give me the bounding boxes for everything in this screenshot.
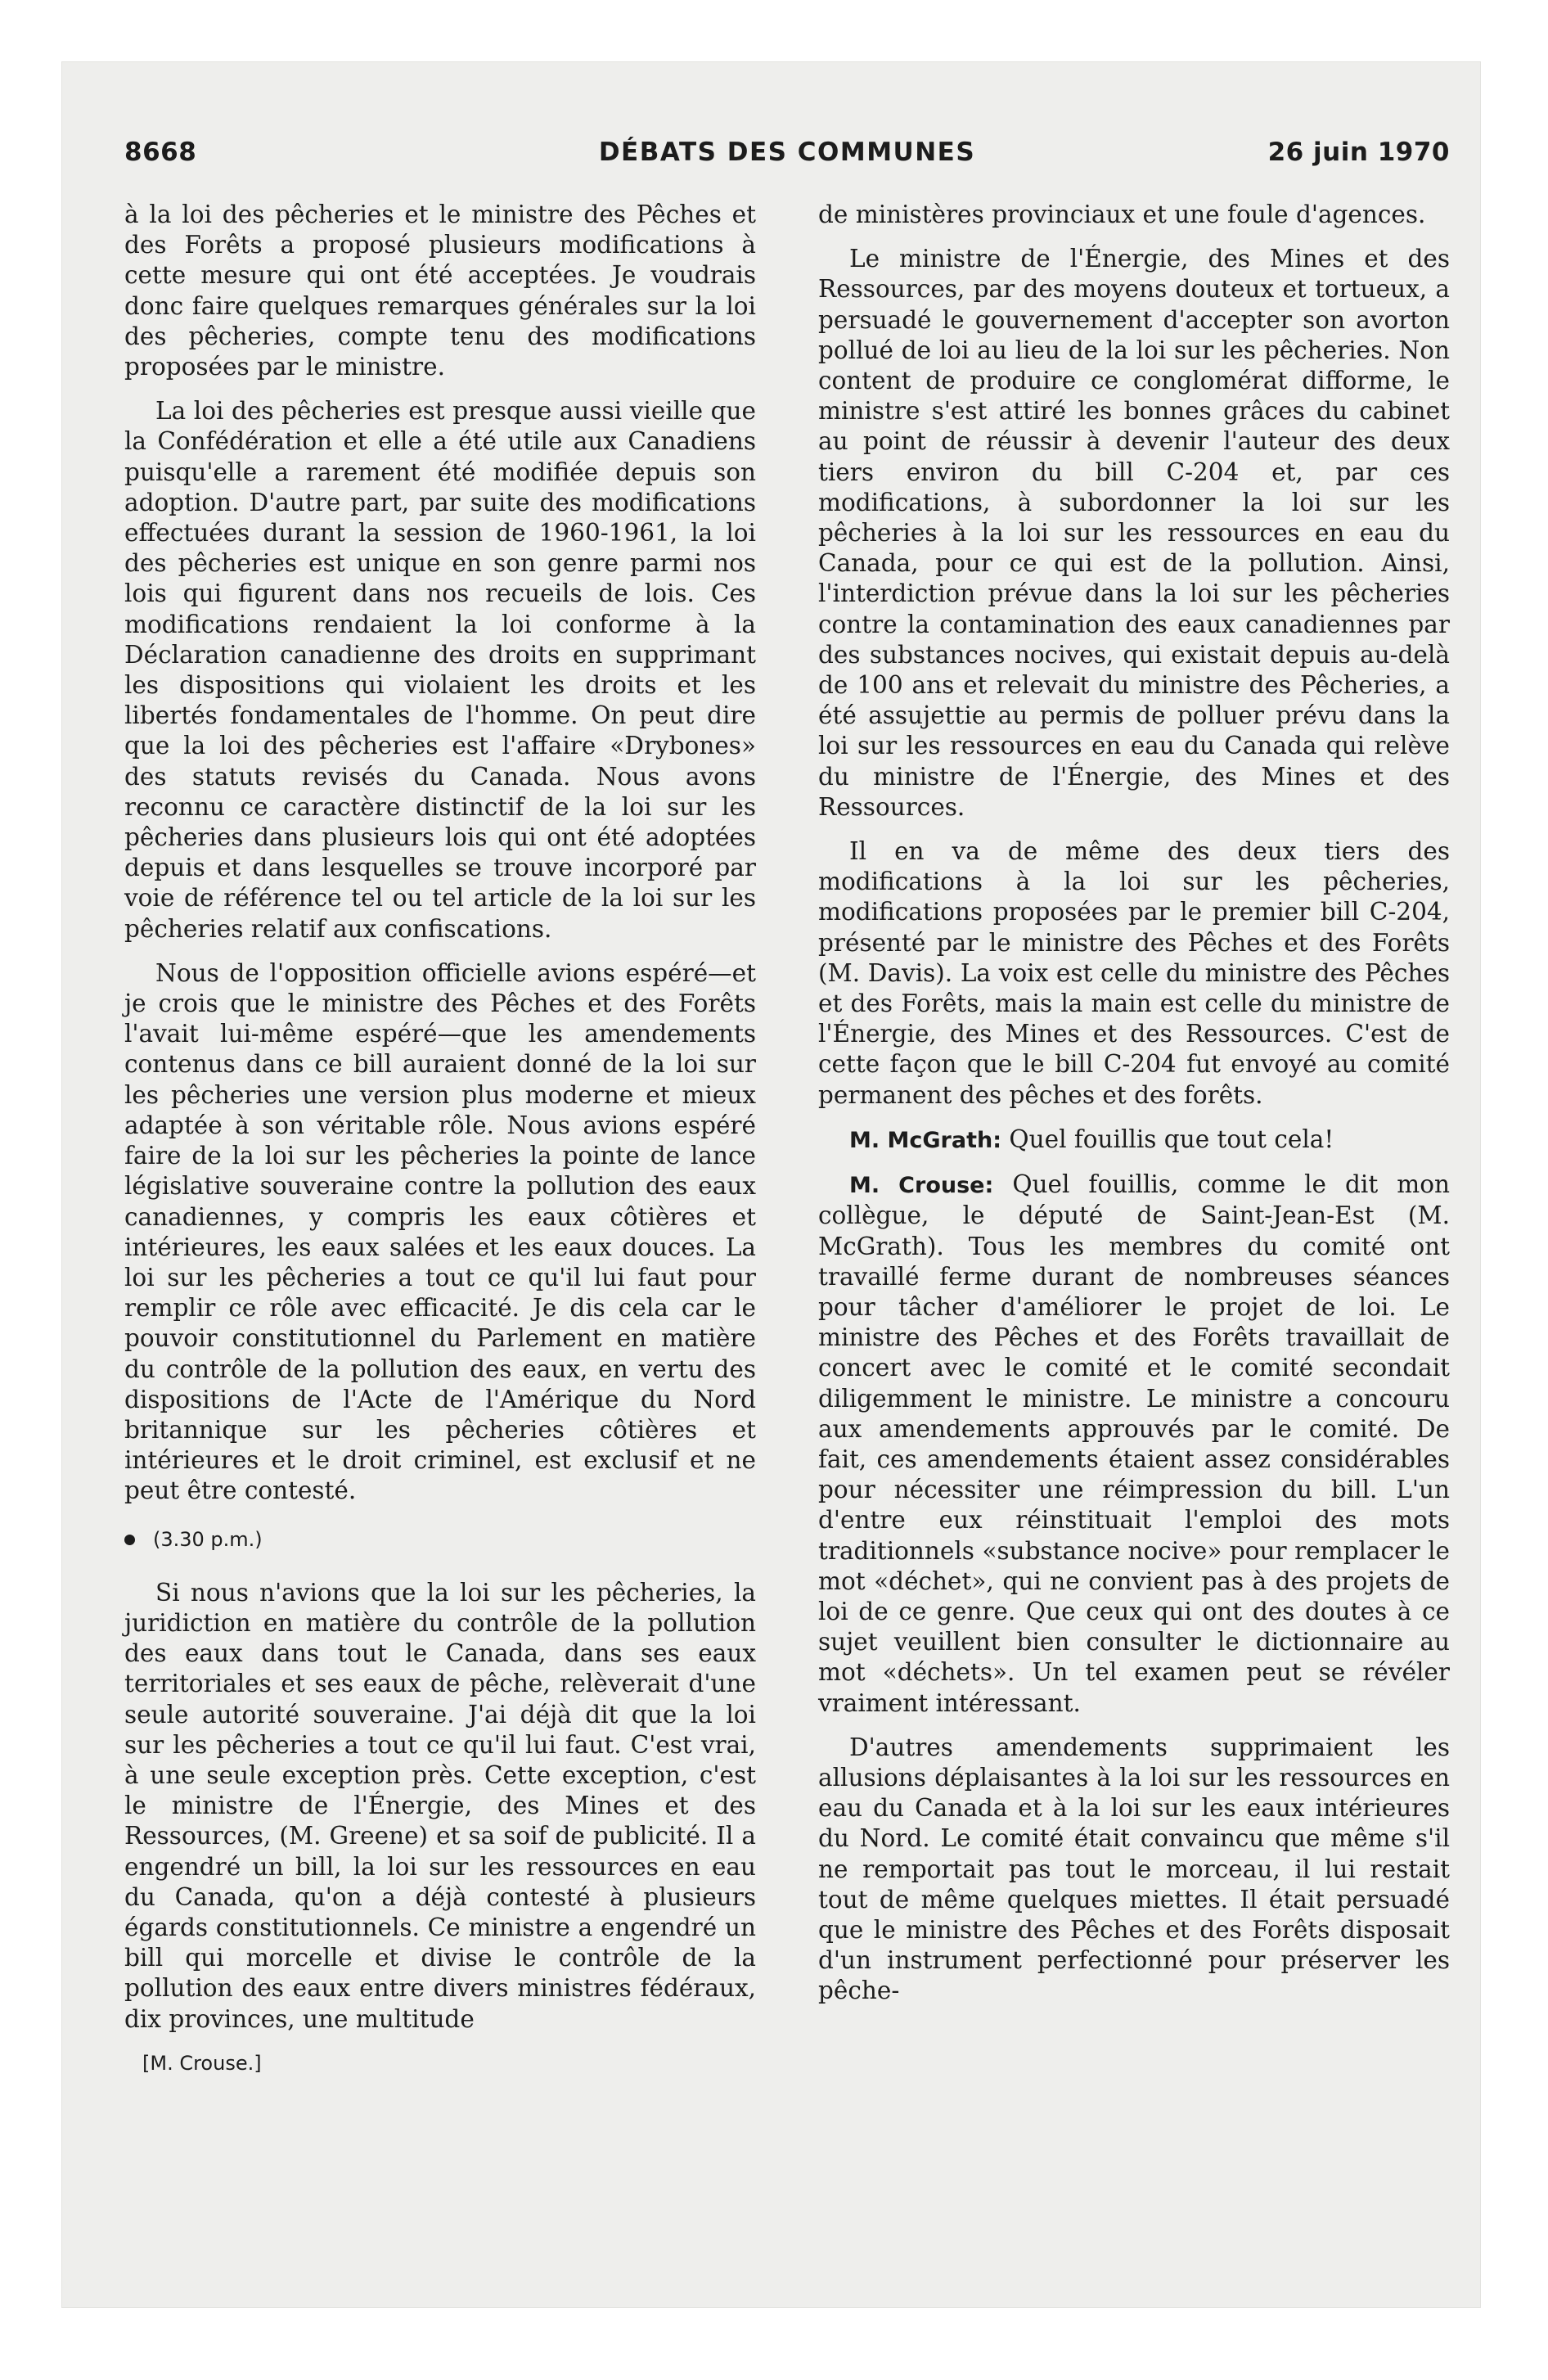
speaker-name: M. Crouse: [849,1173,994,1199]
speech-entry [818,1170,1450,1719]
speech-entry [818,1125,1450,1156]
paragraph: Si nous n'avions que la loi sur les pêcheries, la juridiction en matière du contrôle de la pollution des eaux dans tout le Canada, dans ses eaux territoriales et ses eaux de pêche, relèverait d'une seule autorité souveraine. J'ai déjà dit que la loi sur les pêcheries a tout ce qu'il lui faut. C'est vrai, à une seule exception près. Cette exception, c'est le ministre de l'Énergie, des Mines et des Ressources, (M. Greene) et sa soif de publicité. Il a engendré un bill, la loi sur les ressources en eau du Canada, qu'on a déjà contesté à plusieurs égards constitutionnels. Ce ministre a engendré un bill qui morcelle et divise le contrôle de la pollution des eaux entre divers ministres fédéraux, dix provinces, une multitude [124,1578,756,2033]
bullet-icon [124,1535,135,1545]
paragraph: Il en va de même des deux tiers des modifications à la loi sur les pêcheries, modifications proposées par le premier bill C-204, présenté par le ministre des Pêches et des Forêts (M. Davis). La voix est celle du ministre des Pêches et des Forêts, mais la main est celle du ministre de l'Énergie, des Mines et des Ressources. C'est de cette façon que le bill C-204 fut envoyé au comité permanent des pêches et des forêts. [818,837,1450,1109]
page-header [124,137,1450,178]
speech-text: Quel fouillis que tout cela! [1009,1125,1334,1153]
left-column [124,200,756,2079]
paragraph: Le ministre de l'Énergie, des Mines et des Ressources, par des moyens douteux et tortueux, a persuadé le gouvernement d'accepter son avorton pollué de loi au lieu de la loi sur les pêcheries. Non content de produire ce conglomérat difforme, le ministre s'est attiré les bonnes grâces du cabinet au point de réussir à devenir l'auteur des deux tiers environ du bill C-204 et, par ces modifications, à subordonner la loi sur les pêcheries à la loi sur les ressources en eau du Canada, pour ce qui est de la pollution. Ainsi, l'interdiction prévue dans la loi sur les pêcheries contre la contamination des eaux canadiennes par des substances nocives, qui existait depuis au-delà de 100 ans et relevait du ministre des Pêcheries, a été assujettie au permis de polluer prévu dans la loi sur les ressources en eau du Canada qui relève du ministre de l'Énergie, des Mines et des Ressources. [818,245,1450,821]
paragraph: de ministères provinciaux et une foule d'agences. [818,201,1426,228]
paragraph: Nous de l'opposition officielle avions espéré—et je crois que le ministre des Pêches et des Forêts l'avait lui-même espéré—que les amendements contenus dans ce bill auraient donné de la loi sur les pêcheries une version plus moderne et mieux adaptée à son véritable rôle. Nous avions espéré faire de la loi sur les pêcheries la pointe de lance législative souveraine contre la pollution des eaux canadiennes, y compris les eaux côtières et intérieures, les eaux salées et les eaux douces. La loi sur les pêcheries a tout ce qu'il lui faut pour remplir ce rôle avec efficacité. Je dis cela car le pouvoir constitutionnel du Parlement en matière du contrôle de la pollution des eaux, en vertu des dispositions de l'Acte de l'Amérique du Nord britannique sur les pêcheries côtières et intérieures et le droit criminel, est exclusif et ne peut être contesté. [124,958,756,1505]
page-number: 8668 [124,137,197,167]
paragraph: La loi des pêcheries est presque aussi vieille que la Confédération et elle a été utile aux Canadiens puisqu'elle a rarement été modifiée depuis son adoption. D'autre part, par suite des modifications effectuées durant la session de 1960-1961, la loi des pêcheries est unique en son genre parmi nos lois qui figurent dans nos recueils de lois. Ces modifications rendaient la loi conforme à la Déclaration canadienne des droits en supprimant les dispositions qui violaient les droits et les libertés fondamentales de l'homme. On peut dire que la loi des pêcheries est l'affaire «Drybones» des statuts revisés du Canada. Nous avons reconnu ce caractère distinctif de la loi sur les pêcheries dans plusieurs lois qui ont été adoptées depuis et dans lesquelles se trouve incorporé par voie de référence tel ou tel article de la loi sur les pêcheries relatif aux confiscations. [124,397,756,943]
speaker-name: M. McGrath: [849,1127,1002,1153]
time-label: (3.30 p.m.) [153,1527,263,1551]
publication-date: 26 juin 1970 [1267,137,1450,167]
publication-title: DÉBATS DES COMMUNES [598,137,976,167]
right-column [818,200,1450,2021]
time-marker [124,1525,756,1555]
paragraph: D'autres amendements supprimaient les allusions déplaisantes à la loi sur les ressources en eau du Canada et à la loi sur les eaux intérieures du Nord. Le comité était convaincu que même s'il ne remportait pas tout le morceau, il lui restait tout de même quelques miettes. Il était persuadé que le ministre des Pêches et des Forêts disposait d'un instrument perfectionné pour préserver les pêche- [818,1733,1450,2005]
speech-text: Quel fouillis, comme le dit mon collègue, le député de Saint-Jean-Est (M. McGrath). Tous les membres du comité ont travaillé ferme durant de nombreuses séances pour tâcher d'améliorer le projet de loi. Le ministre des Pêches et des Forêts travaillait de concert avec le comité et le comité secondait diligemment le ministre. Le ministre a concouru aux amendements approuvés par le comité. De fait, ces amendements étaient assez considérables pour nécessiter une réimpression du bill. L'un d'entre eux réinstituait l'emploi des mots traditionnels «substance nocive» pour remplacer le mot «déchet», qui ne convient pas à des projets de loi de ce genre. Que ceux qui ont des doutes à ce sujet veuillent bien consulter le dictionnaire au mot «déchets». Un tel examen peut se révéler vraiment intéressant. [818,1170,1450,1717]
paragraph: à la loi des pêcheries et le ministre des Pêches et des Forêts a proposé plusieurs modifications à cette mesure qui ont été acceptées. Je voudrais donc faire quelques remarques générales sur la loi des pêcheries, compte tenu des modifications proposées par le ministre. [124,201,756,381]
speaker-signature: [M. Crouse.] [142,2051,262,2075]
